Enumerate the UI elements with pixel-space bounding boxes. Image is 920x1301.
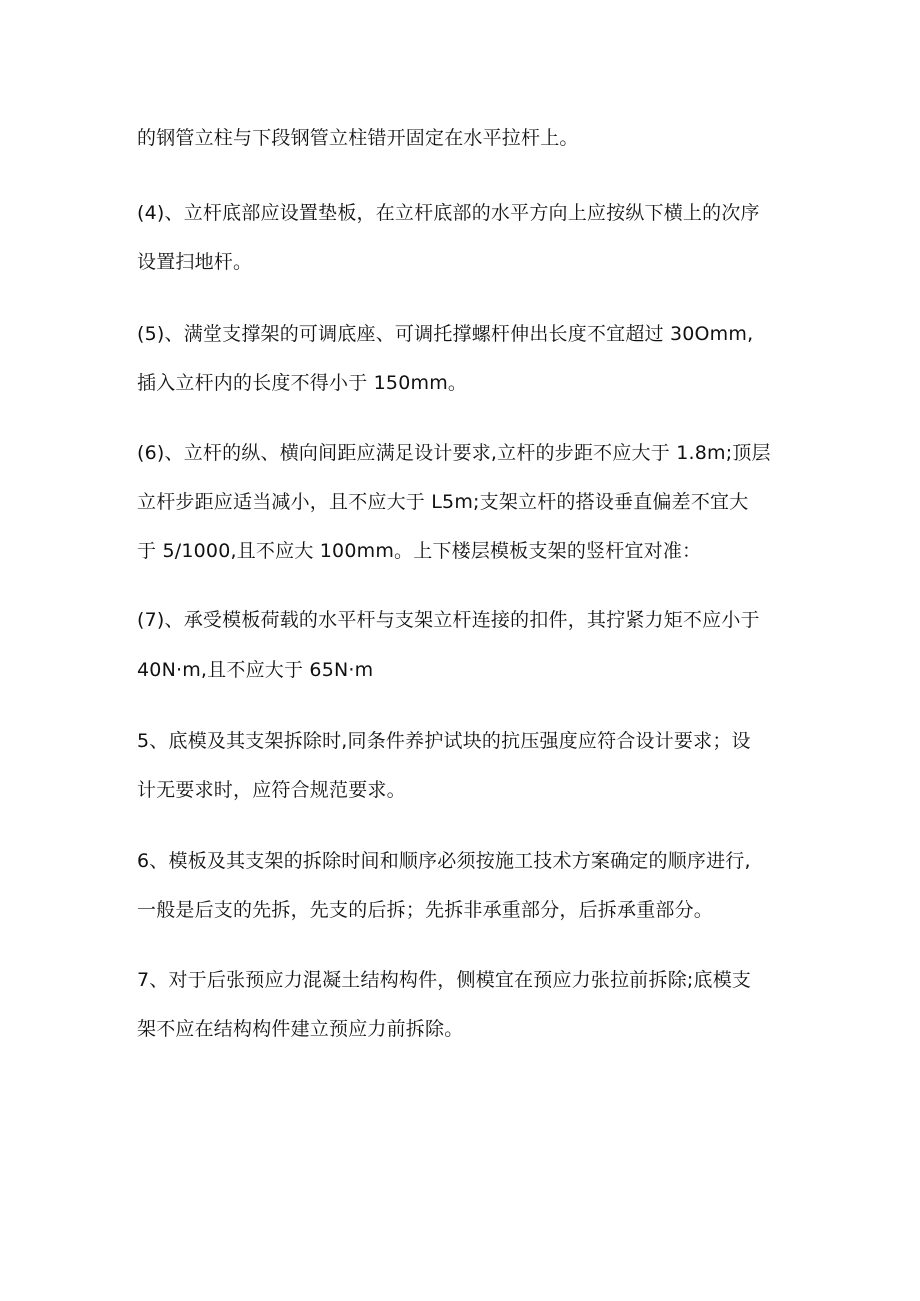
text-line-6: (6)、立杆的纵、横向间距应满足设计要求,立杆的步距不应大于 1.8m;顶层: [137, 442, 771, 464]
text-line-4: (5)、满堂支撑架的可调底座、可调托撑螺杆伸出长度不宜超过 30Omm,: [137, 323, 754, 345]
text-line-14: 一般是后支的先拆，先支的后拆；先拆非承重部分，后拆承重部分。: [137, 899, 714, 921]
text-line-16: 架不应在结构构件建立预应力前拆除。: [137, 1018, 464, 1040]
text-line-1: 的钢管立柱与下段钢管立柱错开固定在水平拉杆上。: [137, 127, 579, 149]
text-line-2: (4)、立杆底部应设置垫板，在立杆底部的水平方向上应按纵下横上的次序: [137, 202, 760, 224]
text-line-10: 40N·m,且不应大于 65N·m: [137, 659, 374, 681]
text-line-15: 7、对于后张预应力混凝土结构构件，侧模宜在预应力张拉前拆除;底模支: [137, 969, 752, 991]
text-line-9: (7)、承受模板荷载的水平杆与支架立杆连接的扣件，其拧紧力矩不应小于: [137, 609, 760, 631]
text-line-7: 立杆步距应适当减小，且不应大于 L5m;支架立杆的搭设垂直偏差不宜大: [137, 491, 749, 513]
text-line-13: 6、模板及其支架的拆除时间和顺序必须按施工技术方案确定的顺序进行,: [137, 850, 751, 872]
text-line-5: 插入立杆内的长度不得小于 150mm。: [137, 372, 468, 394]
text-line-3: 设置扫地杆。: [137, 251, 253, 273]
text-line-11: 5、底模及其支架拆除时,同条件养护试块的抗压强度应符合设计要求；设: [137, 730, 751, 752]
text-line-12: 计无要求时，应符合规范要求。: [137, 779, 406, 801]
text-line-8: 于 5/1000,且不应大 100mm。上下楼层模板支架的竖杆宜对准：: [137, 540, 702, 562]
